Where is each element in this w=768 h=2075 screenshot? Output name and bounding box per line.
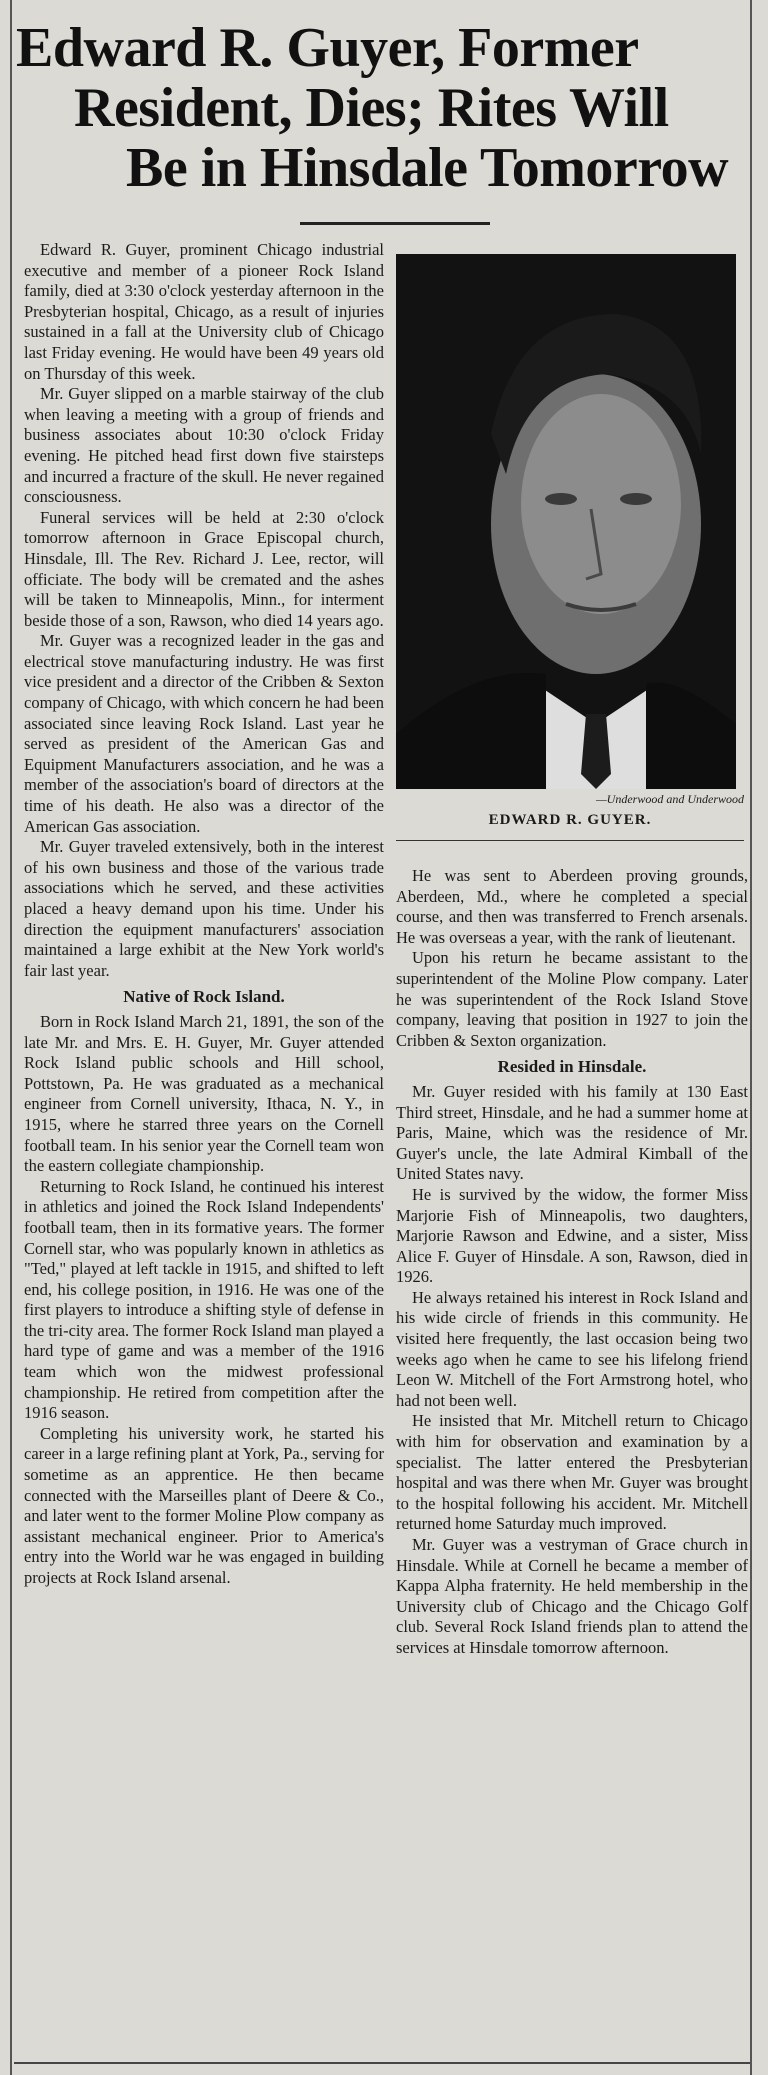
article-paragraph: Mr. Guyer traveled extensively, both in the interest of his own business and those of the various trade associations which he served, and these activities placed a heavy demand upon his time. Under his direction the equipment manufacturers' association maintained a large exhibit at the New York world's fair last year. — [24, 837, 384, 980]
article-column-right — [396, 866, 748, 2066]
article-column-left — [24, 240, 384, 2070]
bottom-rule — [14, 2062, 750, 2064]
headline-rule — [300, 222, 490, 225]
photo-credit: —Underwood and Underwood — [595, 792, 744, 806]
headline-line-2: Resident, Dies; Rites Will — [74, 77, 669, 139]
article-paragraph: Mr. Guyer was a recognized leader in the gas and electrical stove manufacturing industry. He was first vice president and a director of the Cribben & Sexton company of Chicago, with which concern he had been associated since leaving Rock Island. Last year he served as president of the American Gas and Equipment Manufacturers association, and he was a member of the association's board of directors at the time of his death. He also was a director of the American Gas association. — [24, 631, 384, 836]
portrait-photo — [396, 254, 736, 789]
article-paragraph: Edward R. Guyer, prominent Chicago industrial executive and member of a pioneer Rock Island family, died at 3:30 o'clock yesterday afternoon in the Presbyterian hospital, Chicago, as a result of injuries sustained in a fall at the University club of Chicago last Friday evening. He would have been 49 years old on Thursday of this week. — [24, 240, 384, 383]
article-paragraph: He always retained his interest in Rock Island and his wide circle of friends in this community. He visited here frequently, the last occasion being two weeks ago when he came to see his lifelong friend Leon W. Mitchell of the Fort Armstrong hotel, who had not been well. — [396, 1287, 748, 1410]
article-paragraph: He insisted that Mr. Mitchell return to Chicago with him for observation and examination by a specialist. The latter entered the Presbyterian hospital and was there when Mr. Guyer was brought to the hospital following his accident. Mr. Mitchell returned home Saturday much improved. — [396, 1411, 748, 1534]
portrait-silhouette — [396, 254, 736, 789]
article-paragraph: Mr. Guyer was a vestryman of Grace church in Hinsdale. While at Cornell he became a member of Kappa Alpha fraternity. He held membership in the University club of Chicago and the Chicago Golf club. Several Rock Island friends plan to attend the services at Hinsdale tomorrow afternoon. — [396, 1535, 748, 1657]
article-paragraph: He was sent to Aberdeen proving grounds, Aberdeen, Md., where he completed a special course, and then was transferred to French arsenals. He was overseas a year, with the rank of lieutenant. — [396, 866, 748, 947]
headline — [14, 18, 744, 198]
article-paragraph: Upon his return he became assistant to the superintendent of the Moline Plow company. Later he was superintendent of the Rock Island Stove company, leaving that position in 1927 to join the Cribben & Sexton organization. — [396, 948, 748, 1050]
article-paragraph: Returning to Rock Island, he continued his interest in athletics and joined the Rock Island Independents' football team, then in its formative years. The former Cornell star, who was popularly known in athletics as "Ted," played at left tackle in 1915, and shifted to left end, his college position, in 1916. He was one of the first players to introduce a shifting style of defense in the tri-city area. The former Rock Island man played a hard type of game and was a member of the 1916 team which won the midwest professional championship. He retired from competition after the 1916 season. — [24, 1176, 384, 1423]
photo-caption: EDWARD R. GUYER. — [488, 812, 652, 828]
right-column-rule — [750, 0, 752, 2075]
article-paragraph: Funeral services will be held at 2:30 o'clock tomorrow afternoon in Grace Episcopal church, Hinsdale, Ill. The Rev. Richard J. Lee, rector, will officiate. The body will be cremated and the ashes will be taken to Minneapolis, Minn., for interment beside those of a son, Rawson, who died 14 years ago. — [24, 507, 384, 630]
article-paragraph: Mr. Guyer resided with his family at 130 East Third street, Hinsdale, and he had a summer home at Paris, Maine, which was the residence of Mr. Guyer's uncle, the late Admiral Kimball of the United States navy. — [396, 1081, 748, 1184]
headline-line-1: Edward R. Guyer, Former — [16, 17, 639, 79]
headline-line-3: Be in Hinsdale Tomorrow — [126, 137, 729, 199]
subheading-native: Native of Rock Island. — [123, 987, 285, 1007]
article-paragraph: Completing his university work, he started his career in a large refining plant at York, Pa., serving for sometime as an apprentice. He then became connected with the Marseilles plant of Deere & Co., and later went to the former Moline Plow company as assistant mechanical engineer. Prior to America's entry into the World war he was engaged in building projects at Rock Island arsenal. — [24, 1423, 384, 1587]
article-paragraph: He is survived by the widow, the former Miss Marjorie Fish of Minneapolis, two daughters, Marjorie Rawson and Edwine, and a sister, Miss Alice F. Guyer of Hinsdale. A son, Rawson, died in 1926. — [396, 1184, 748, 1287]
subheading-hinsdale: Resided in Hinsdale. — [497, 1057, 647, 1077]
article-paragraph: Born in Rock Island March 21, 1891, the son of the late Mr. and Mrs. E. H. Guyer, Mr. Guyer attended Rock Island public schools and Hill school, Pottstown, Pa. He was graduated as a mechanical engineer from Cornell university, Ithaca, N. Y., in 1915, where he starred three years on the Cornell football team. In his senior year the Cornell team won the eastern collegiate championship. — [24, 1011, 384, 1176]
left-column-rule — [10, 0, 12, 2075]
article-paragraph: Mr. Guyer slipped on a marble stairway of the club when leaving a meeting with a group of friends and business associates about 10:30 o'clock Friday evening. He pitched head first down five stairsteps and incurred a fracture of the skull. He never regained consciousness. — [24, 384, 384, 507]
caption-rule — [396, 840, 744, 841]
